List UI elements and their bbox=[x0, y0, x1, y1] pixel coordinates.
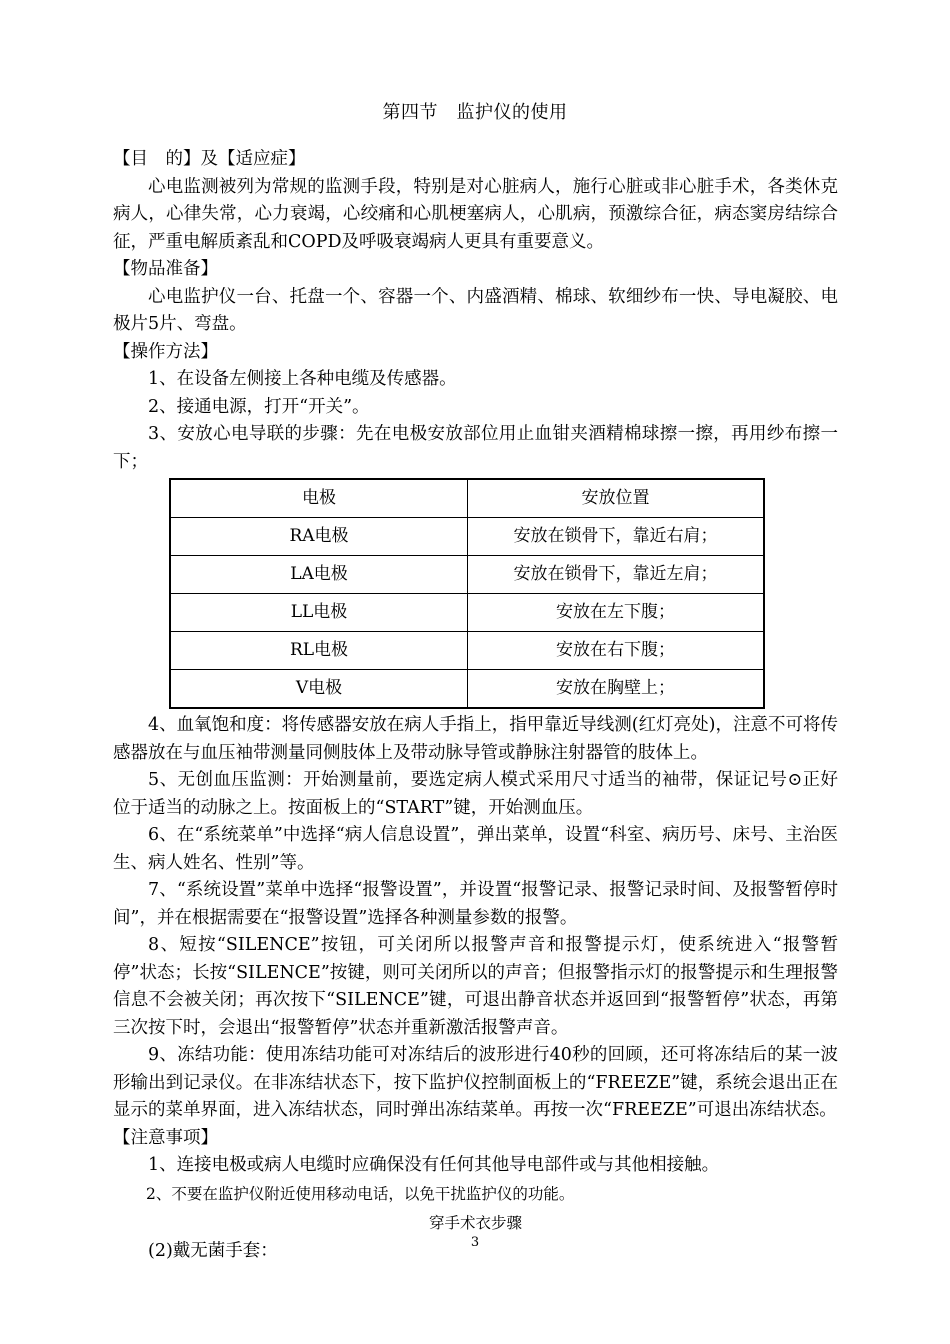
step-1: 1、在设备左侧接上各种电缆及传感器。 bbox=[148, 369, 457, 389]
notes-heading: 【注意事项】 bbox=[113, 1127, 218, 1148]
table-row bbox=[170, 594, 764, 632]
step-7: 7、“系统设置”菜单中选择“报警设置”，并设置“报警记录、报警记录时间、及报警暂停时间”，并在根据需要在“报警设置”选择各种测量参数的报警。 bbox=[113, 880, 838, 928]
table-cell: 安放在锁骨下，靠近左肩； bbox=[468, 556, 765, 594]
step-8: 8、短按“SILENCE”按钮，可关闭所以报警声音和报警提示灯，使系统进入“报警暂停”状态；长按“SILENCE”按键，则可关闭所以的声音；但报警指示灯的报警提示和生理报警信息不会被关闭；再次按下“SILENCE”键，可退出静音状态并返回到“报警暂停”状态，再第三次按下时，会退出“报警暂停”状态并重新激活报警声音。 bbox=[113, 935, 838, 1038]
table-header-cell: 安放位置 bbox=[468, 479, 765, 518]
purpose-heading: 【目 的】及【适应症】 bbox=[113, 149, 306, 169]
gloves-item: (2)戴无菌手套： bbox=[148, 1240, 278, 1261]
subtitle: 穿手术衣步骤 bbox=[428, 1214, 522, 1232]
page-number: 3 bbox=[470, 1235, 480, 1250]
table-cell: V电极 bbox=[170, 670, 468, 709]
table-cell: 安放在胸壁上； bbox=[468, 670, 765, 709]
table-cell: LL电极 bbox=[170, 594, 468, 632]
step-9: 9、冻结功能：使用冻结功能可对冻结后的波形进行40秒的回顾，还可将冻结后的某一波形输出到记录仪。在非冻结状态下，按下监护仪控制面板上的“FREEZE”键，系统会退出正在显示的菜单界面，进入冻结状态，同时弹出冻结菜单。再按一次“FREEZE”可退出冻结状态。 bbox=[113, 1045, 838, 1120]
table-cell: 安放在锁骨下，靠近右肩； bbox=[468, 518, 765, 556]
table-cell: RA电极 bbox=[170, 518, 468, 556]
table-row bbox=[170, 556, 764, 594]
table-row bbox=[170, 632, 764, 670]
materials-heading: 【物品准备】 bbox=[113, 259, 218, 279]
table-cell: RL电极 bbox=[170, 632, 468, 670]
electrode-table bbox=[169, 478, 765, 709]
note-2: 2、不要在监护仪附近使用移动电话，以免干扰监护仪的功能。 bbox=[146, 1184, 575, 1203]
method-heading: 【操作方法】 bbox=[113, 341, 218, 362]
step-6: 6、在“系统菜单”中选择“病人信息设置”，弹出菜单，设置“科室、病历号、床号、主治医生、病人姓名、性别”等。 bbox=[113, 825, 838, 873]
table-cell: LA电极 bbox=[170, 556, 468, 594]
document-body bbox=[113, 146, 838, 1265]
note-1: 1、连接电极或病人电缆时应确保没有任何其他导电部件或与其他相接触。 bbox=[148, 1155, 720, 1175]
table-row bbox=[170, 518, 764, 556]
table-row bbox=[170, 670, 764, 709]
purpose-paragraph: 心电监测被列为常规的监测手段，特别是对心脏病人，施行心脏或非心脏手术，各类休克病人，心律失常，心力衰竭，心绞痛和心肌梗塞病人，心肌病，预激综合征，病态窦房结综合征，严重电解质紊乱和COPD及呼吸衰竭病人更具有重要意义。 bbox=[113, 176, 838, 252]
table-cell: 安放在右下腹； bbox=[468, 632, 765, 670]
table-header-row bbox=[170, 479, 764, 518]
step-3: 3、安放心电导联的步骤：先在电极安放部位用止血钳夹酒精棉球擦一擦，再用纱布擦一下； bbox=[113, 424, 838, 472]
step-4: 4、血氧饱和度：将传感器安放在病人手指上，指甲靠近导线测(红灯亮处)，注意不可将传感器放在与血压袖带测量同侧肢体上及带动脉导管或静脉注射器管的肢体上。 bbox=[113, 715, 838, 763]
table-header-cell: 电极 bbox=[170, 479, 468, 518]
materials-paragraph: 心电监护仪一台、托盘一个、容器一个、内盛酒精、棉球、软细纱布一快、导电凝胶、电极片5片、弯盘。 bbox=[113, 286, 838, 334]
page-title: 第四节 监护仪的使用 bbox=[382, 102, 568, 123]
step-5: 5、无创血压监测：开始测量前，要选定病人模式采用尺寸适当的袖带，保证记号⊙正好位于适当的动脉之上。按面板上的“START”键，开始测血压。 bbox=[113, 770, 838, 818]
table-cell: 安放在左下腹； bbox=[468, 594, 765, 632]
step-2: 2、接通电源，打开“开关”。 bbox=[148, 396, 370, 417]
